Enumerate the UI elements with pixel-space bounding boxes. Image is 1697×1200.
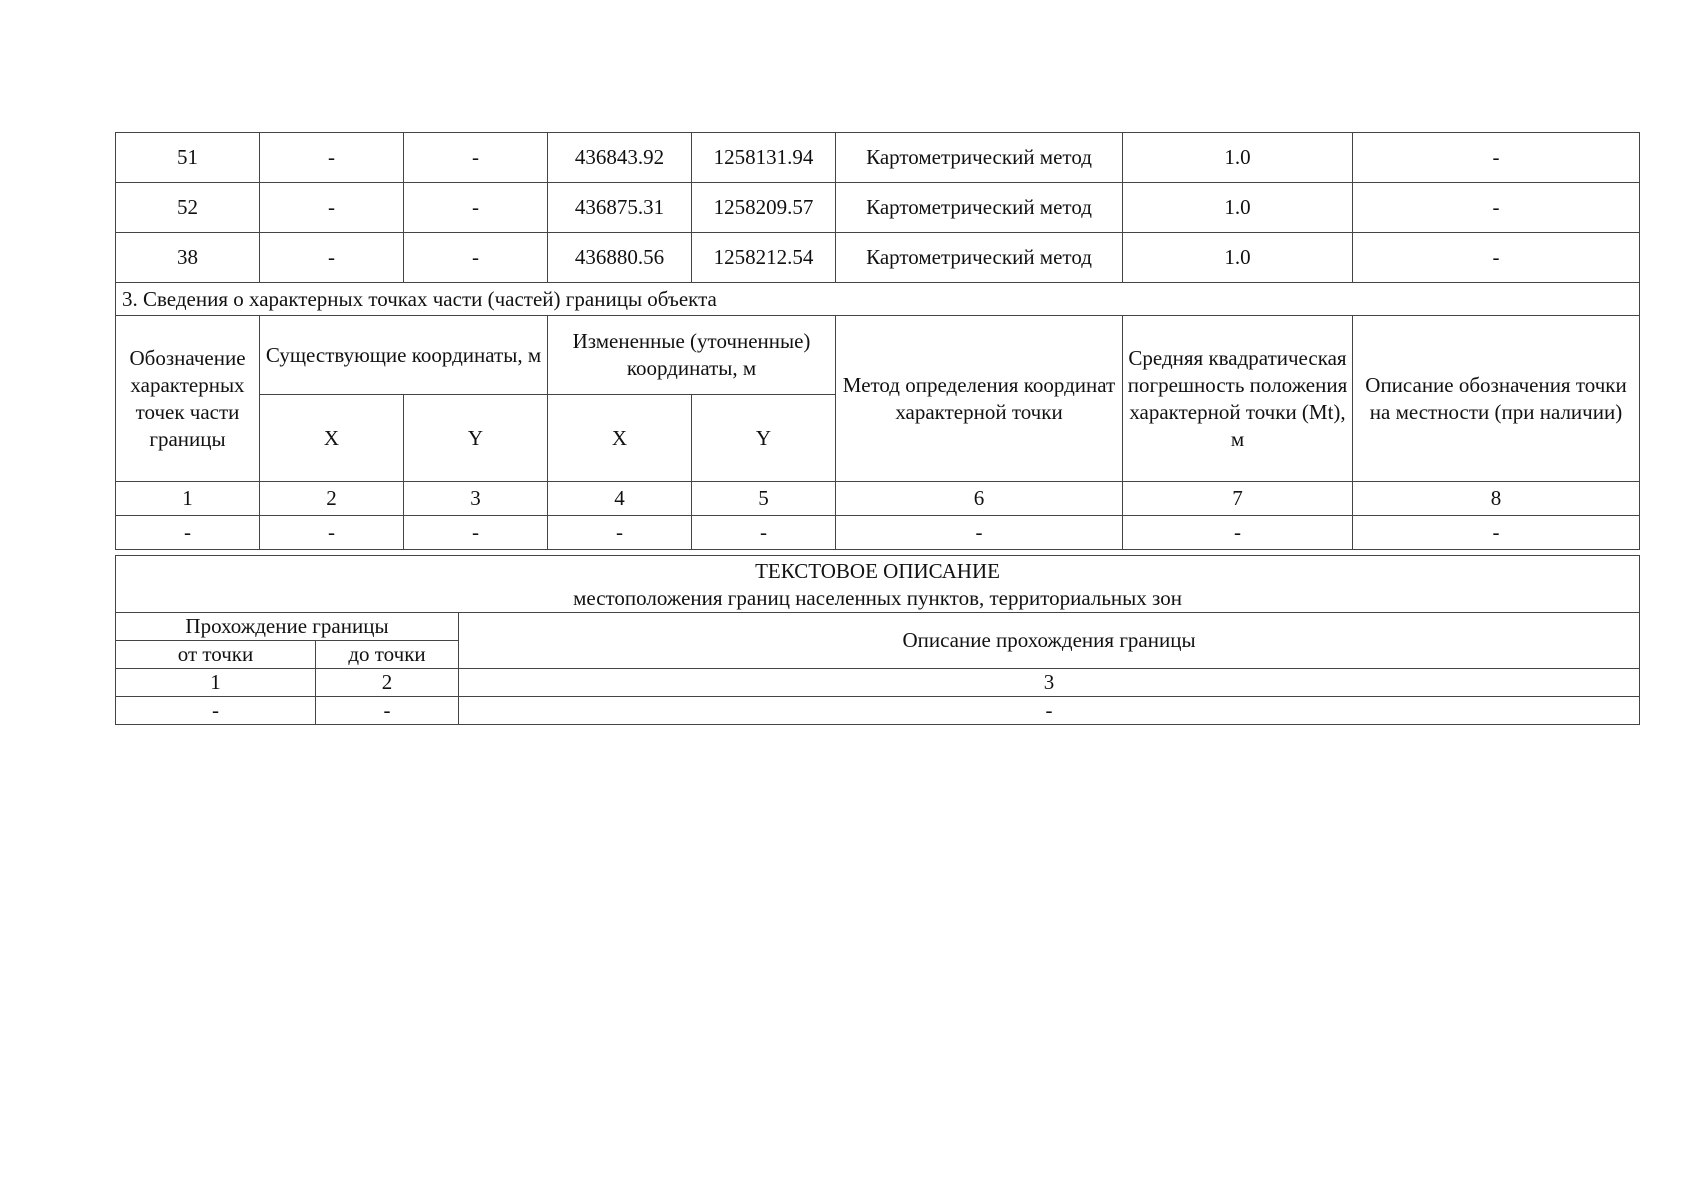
changed-x: 436875.31 — [548, 183, 692, 233]
text-description-subtitle: местоположения границ населенных пунктов, территориальных зон — [573, 586, 1182, 610]
table-row — [116, 133, 1640, 183]
section-title-row — [116, 283, 1640, 316]
empty-cell: - — [116, 516, 260, 550]
existing-x: - — [260, 133, 404, 183]
column-number: 8 — [1353, 482, 1640, 516]
from-point-header: от точки — [116, 641, 316, 669]
empty-cell: - — [1123, 516, 1353, 550]
x-existing-header: X — [260, 395, 404, 482]
column-number: 6 — [836, 482, 1123, 516]
method-cell: Картометрический метод — [836, 183, 1123, 233]
column-number: 4 — [548, 482, 692, 516]
header-row — [116, 613, 1640, 641]
column-numbers-row — [116, 669, 1640, 697]
empty-cell: - — [548, 516, 692, 550]
changed-y: 1258209.57 — [692, 183, 836, 233]
column-number: 2 — [260, 482, 404, 516]
passage-header: Прохождение границы — [116, 613, 459, 641]
boundary-text-description-table — [115, 555, 1640, 725]
empty-cell: - — [260, 516, 404, 550]
empty-cell: - — [404, 516, 548, 550]
existing-y: - — [404, 183, 548, 233]
empty-cell: - — [116, 697, 316, 725]
point-number: 51 — [116, 133, 260, 183]
table-row — [116, 233, 1640, 283]
point-number: 38 — [116, 233, 260, 283]
changed-x: 436880.56 — [548, 233, 692, 283]
table-row — [116, 516, 1640, 550]
existing-coords-header: Существующие координаты, м — [260, 316, 548, 395]
text-description-title: ТЕКСТОВОЕ ОПИСАНИЕ — [755, 559, 1000, 583]
column-number: 7 — [1123, 482, 1353, 516]
text-description-title-cell — [116, 556, 1640, 613]
error-cell: 1.0 — [1123, 233, 1353, 283]
method-cell: Картометрический метод — [836, 133, 1123, 183]
empty-cell: - — [1353, 516, 1640, 550]
description-cell: - — [1353, 133, 1640, 183]
column-number: 3 — [404, 482, 548, 516]
column-number: 2 — [316, 669, 459, 697]
changed-coords-header: Измененные (уточненные) координаты, м — [548, 316, 836, 395]
empty-cell: - — [459, 697, 1640, 725]
characteristic-points-table — [115, 132, 1640, 550]
method-cell: Картометрический метод — [836, 233, 1123, 283]
error-header: Средняя квадратическая погрешность положения характерной точки (Mt), м — [1123, 316, 1353, 482]
column-numbers-row — [116, 482, 1640, 516]
column-number: 5 — [692, 482, 836, 516]
point-number: 52 — [116, 183, 260, 233]
existing-y: - — [404, 233, 548, 283]
column-number: 1 — [116, 669, 316, 697]
changed-y: 1258131.94 — [692, 133, 836, 183]
existing-y: - — [404, 133, 548, 183]
existing-x: - — [260, 183, 404, 233]
existing-x: - — [260, 233, 404, 283]
column-number: 3 — [459, 669, 1640, 697]
error-cell: 1.0 — [1123, 133, 1353, 183]
y-existing-header: Y — [404, 395, 548, 482]
y-changed-header: Y — [692, 395, 836, 482]
designation-header: Обозначение характерных точек части границы — [116, 316, 260, 482]
x-changed-header: X — [548, 395, 692, 482]
description-passage-header: Описание прохождения границы — [459, 613, 1640, 669]
header-row — [116, 316, 1640, 395]
table-row — [116, 697, 1640, 725]
changed-x: 436843.92 — [548, 133, 692, 183]
description-header: Описание обозначения точки на местности (при наличии) — [1353, 316, 1640, 482]
section-3-title: 3. Сведения о характерных точках части (частей) границы объекта — [116, 283, 1640, 316]
column-number: 1 — [116, 482, 260, 516]
empty-cell: - — [836, 516, 1123, 550]
empty-cell: - — [316, 697, 459, 725]
empty-cell: - — [692, 516, 836, 550]
method-header: Метод определения координат характерной точки — [836, 316, 1123, 482]
description-cell: - — [1353, 183, 1640, 233]
description-cell: - — [1353, 233, 1640, 283]
table-row — [116, 183, 1640, 233]
changed-y: 1258212.54 — [692, 233, 836, 283]
title-row — [116, 556, 1640, 613]
to-point-header: до точки — [316, 641, 459, 669]
error-cell: 1.0 — [1123, 183, 1353, 233]
